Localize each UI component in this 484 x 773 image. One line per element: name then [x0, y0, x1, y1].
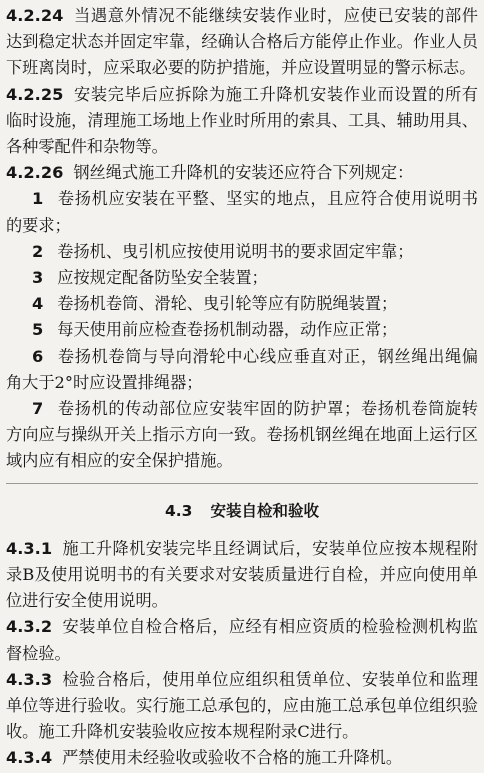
item-number: 2 — [32, 241, 44, 261]
list-item — [6, 239, 478, 265]
item-text: 卷扬机应安装在平整、坚实的地点，且应符合使用说明书的要求； — [6, 189, 478, 235]
clause-text: 安装单位自检合格后，应经有相应资质的检验检测机构监督检验。 — [6, 617, 478, 663]
clause-text: 当遇意外情况不能继续安装作业时，应使已安装的部件达到稳定状态并固定牢靠，经确认合格后方能停止作业。作业人员下班离岗时，应采取必要的防护措施，并应设置明显的警示标志。 — [6, 6, 478, 78]
clause-number: 4.2.26 — [6, 163, 64, 183]
clause-text: 严禁使用未经验收或验收不合格的施工升降机。 — [62, 748, 403, 768]
clause-4-3-4 — [6, 745, 478, 771]
list-item — [6, 291, 478, 317]
clause-text: 施工升降机安装完毕且经调试后，安装单位应按本规程附录B及使用说明书的有关要求对安装质量进行自检，并应向使用单位进行安全使用说明。 — [6, 538, 478, 611]
clause-number: 4.3.3 — [6, 669, 53, 689]
clause-4-2-26 — [6, 160, 478, 186]
clause-number: 4.2.25 — [6, 84, 64, 104]
item-text: 卷扬机卷筒、滑轮、曳引轮等应有防脱绳装置； — [57, 294, 398, 314]
list-item — [6, 396, 478, 475]
clause-4-3-1 — [6, 536, 478, 615]
list-item — [6, 317, 478, 343]
section-title-text: 安装自检和验收 — [210, 501, 319, 520]
clause-text: 安装完毕后应拆除为施工升降机安装作业而设置的所有临时设施，清理施工场地上作业时所用的索具、工具、辅助用具、各种零配件和杂物等。 — [6, 84, 478, 157]
item-text: 卷扬机的传动部位应安装牢固的防护罩；卷扬机卷筒旋转方向应与操纵开关上指示方向一致。卷扬机钢丝绳在地面上运行区域内应有相应的安全保护措施。 — [6, 399, 478, 471]
item-text: 卷扬机、曳引机应按使用说明书的要求固定牢靠； — [57, 241, 414, 261]
clause-4-3-3 — [6, 667, 478, 746]
clause-number: 4.3.4 — [6, 748, 53, 768]
section-divider — [6, 483, 478, 484]
item-text: 每天使用前应检查卷扬机制动器，动作应正常； — [57, 320, 398, 340]
section-heading — [6, 498, 478, 524]
item-text: 卷扬机卷筒与导向滑轮中心线应垂直对正，钢丝绳出绳偏角大于2°时应设置排绳器； — [6, 346, 478, 392]
item-number: 7 — [32, 399, 44, 419]
section-number: 4.3 — [165, 501, 193, 520]
clause-4-2-25 — [6, 82, 478, 161]
clause-number: 4.3.1 — [6, 538, 53, 558]
clause-number: 4.2.24 — [6, 6, 64, 25]
item-text: 应按规定配备防坠安全装置； — [57, 268, 268, 288]
item-number: 4 — [32, 294, 44, 314]
list-item — [6, 265, 478, 291]
clause-text: 钢丝绳式施工升降机的安装还应符合下列规定： — [73, 163, 414, 183]
clause-number: 4.3.2 — [6, 617, 53, 637]
clause-4-3-2 — [6, 614, 478, 666]
clause-text: 检验合格后，使用单位应组织租赁单位、安装单位和监理单位等进行验收。实行施工总承包的，应由施工总承包单位组织验收。施工升降机安装验收应按本规程附录C进行。 — [6, 669, 478, 742]
clause-4-2-24 — [6, 3, 478, 82]
item-number: 3 — [32, 268, 44, 288]
item-number: 5 — [32, 320, 44, 340]
list-item — [6, 186, 478, 238]
item-number: 1 — [32, 189, 44, 209]
list-item — [6, 344, 478, 396]
item-number: 6 — [32, 346, 44, 366]
